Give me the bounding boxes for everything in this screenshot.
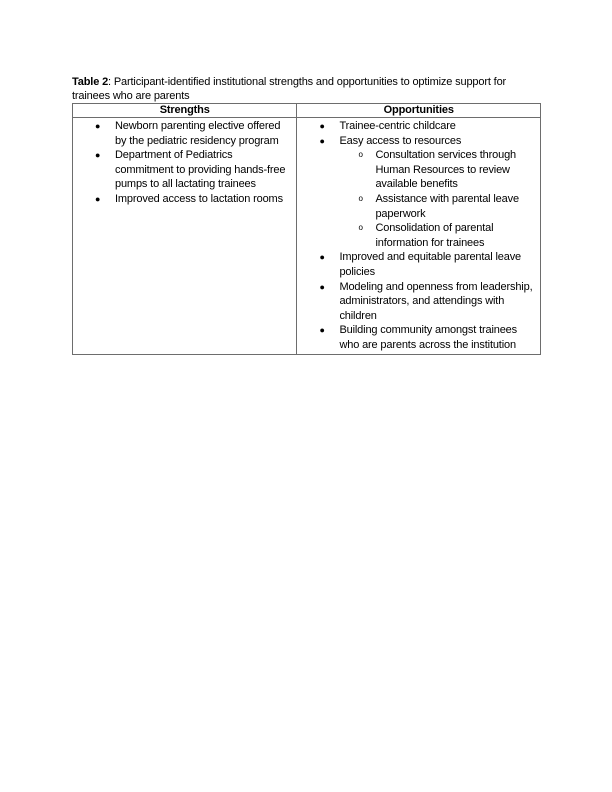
table-row: [73, 118, 541, 355]
list-item: [297, 119, 540, 134]
bullet-icon: ●: [319, 325, 325, 336]
opportunities-list: [297, 118, 540, 354]
opportunity-text: Trainee-centric childcare: [339, 120, 456, 132]
list-item: [73, 119, 296, 148]
strengths-list: [73, 118, 296, 208]
opportunity-text: Easy access to resources: [339, 134, 462, 147]
column-header-opportunities: Opportunities: [297, 104, 541, 118]
sublist-item: [339, 221, 536, 250]
table-caption-text: : Participant-identified institutional strengths and opportunities to optimize support for trainees who are parents: [72, 76, 507, 102]
sublist-item: [339, 192, 536, 221]
resources-sublist: [339, 148, 536, 250]
list-item: [297, 323, 540, 352]
table-label: Table 2: [72, 76, 109, 88]
subitem-text: Consolidation of parental information for trainees: [375, 222, 494, 249]
strength-text: Department of Pediatrics commitment to providing hands-free pumps to all lactating trainees: [115, 149, 286, 191]
list-item: [73, 148, 296, 192]
bullet-icon: ●: [95, 150, 101, 161]
hollow-circle-bullet-icon: o: [358, 150, 363, 160]
bullet-icon: ●: [95, 193, 101, 204]
strength-text: Newborn parenting elective offered by the pediatric residency program: [115, 120, 281, 147]
hollow-circle-bullet-icon: o: [358, 193, 363, 203]
strengths-opportunities-table: [72, 103, 541, 355]
list-item: [297, 280, 540, 324]
hollow-circle-bullet-icon: o: [358, 223, 363, 233]
list-item: [73, 192, 296, 207]
list-item: [297, 134, 540, 251]
column-header-strengths: Strengths: [73, 104, 297, 118]
opportunity-text: Building community amongst trainees who are parents across the institution: [339, 324, 517, 351]
subitem-text: Consultation services through Human Resources to review available benefits: [375, 149, 516, 191]
opportunity-text: Modeling and openness from leadership, administrators, and attendings with children: [339, 280, 533, 322]
list-item: [297, 250, 540, 279]
bullet-icon: ●: [319, 281, 325, 292]
strength-text: Improved access to lactation rooms: [115, 192, 283, 205]
table-caption: [72, 75, 542, 103]
sublist-item: [339, 148, 536, 192]
bullet-icon: ●: [95, 121, 101, 131]
bullet-icon: ●: [319, 121, 325, 131]
bullet-icon: ●: [319, 252, 325, 263]
opportunity-text: Improved and equitable parental leave policies: [339, 251, 522, 278]
bullet-icon: ●: [319, 135, 325, 146]
strengths-cell: [73, 118, 297, 355]
opportunities-cell: [297, 118, 541, 355]
subitem-text: Assistance with parental leave paperwork: [375, 192, 519, 220]
table-header-row: [73, 104, 541, 118]
